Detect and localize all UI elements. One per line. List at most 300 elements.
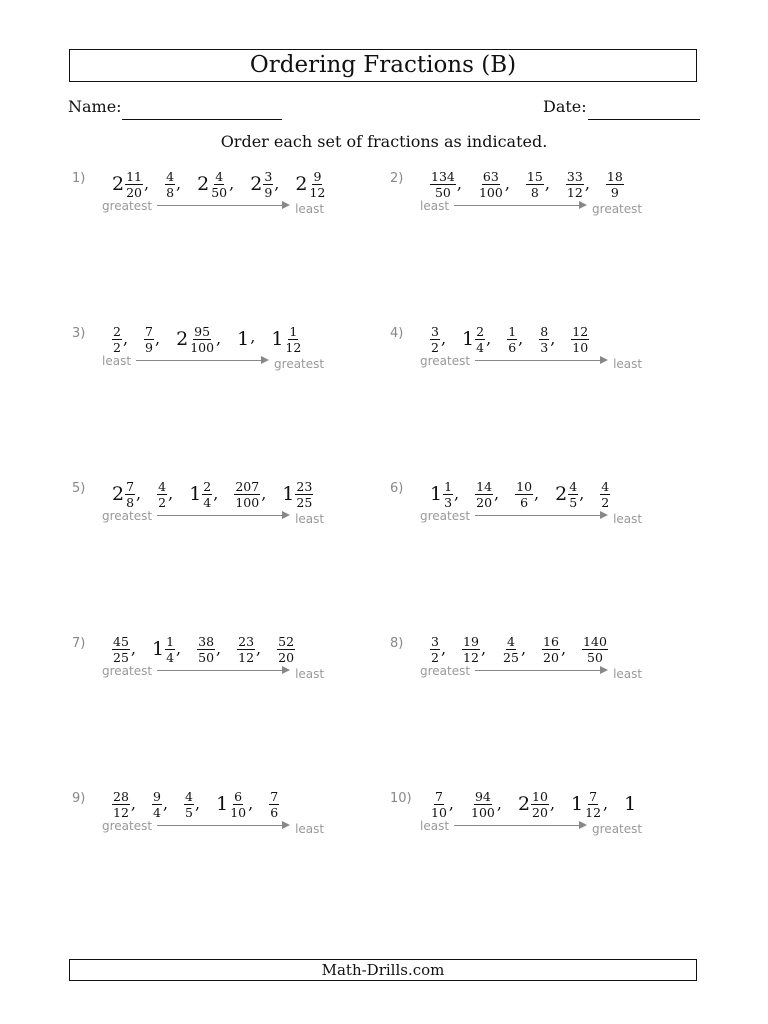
denominator: 3 bbox=[540, 339, 549, 355]
fraction bbox=[229, 790, 247, 819]
denominator: 12 bbox=[309, 184, 326, 200]
fraction-item bbox=[606, 170, 624, 199]
problem bbox=[390, 632, 730, 692]
fraction-item bbox=[502, 635, 526, 664]
denominator: 2 bbox=[601, 494, 610, 510]
order-direction bbox=[420, 818, 642, 834]
denominator: 10 bbox=[230, 804, 247, 820]
comma: , bbox=[549, 793, 556, 813]
fraction-item bbox=[152, 635, 181, 664]
fraction-item bbox=[295, 170, 326, 199]
fraction-item bbox=[571, 325, 589, 354]
arrow-shaft bbox=[157, 515, 283, 516]
whole-part: 1 bbox=[430, 482, 443, 505]
comma: , bbox=[480, 638, 487, 658]
fraction-item bbox=[600, 480, 610, 509]
fraction-list bbox=[112, 322, 302, 356]
denominator: 20 bbox=[278, 649, 295, 665]
fraction bbox=[277, 635, 295, 664]
comma: , bbox=[213, 483, 219, 503]
comma: , bbox=[144, 173, 150, 193]
arrow-shaft bbox=[475, 360, 601, 361]
whole-part: 2 bbox=[517, 792, 531, 815]
comma: , bbox=[130, 638, 136, 658]
denominator: 2 bbox=[431, 339, 439, 355]
denominator: 9 bbox=[610, 184, 619, 200]
denominator: 50 bbox=[211, 184, 228, 200]
numerator: 4 bbox=[569, 478, 578, 494]
numerator: 3 bbox=[264, 168, 273, 184]
comma: , bbox=[136, 483, 142, 503]
arrow-shaft bbox=[136, 360, 262, 361]
direction-arrow bbox=[475, 664, 608, 678]
denominator: 100 bbox=[190, 339, 215, 355]
direction-end-label: greatest bbox=[592, 822, 643, 836]
comma: , bbox=[579, 483, 585, 503]
numerator: 134 bbox=[431, 168, 455, 184]
direction-arrow bbox=[475, 354, 608, 368]
denominator: 100 bbox=[471, 804, 495, 820]
denominator: 2 bbox=[431, 649, 439, 665]
fraction bbox=[542, 635, 560, 664]
fraction bbox=[600, 480, 610, 509]
footer: Math-Drills.com bbox=[69, 959, 697, 981]
fraction-item bbox=[144, 325, 160, 354]
problem-number: 10) bbox=[390, 791, 412, 806]
fraction-item bbox=[526, 170, 550, 199]
comma: , bbox=[454, 483, 460, 503]
fraction bbox=[112, 790, 130, 819]
numerator: 7 bbox=[145, 323, 153, 339]
fraction-item bbox=[112, 170, 149, 199]
denominator: 25 bbox=[296, 494, 313, 510]
denominator: 25 bbox=[503, 649, 519, 665]
direction-arrow bbox=[157, 509, 290, 523]
fraction bbox=[475, 325, 485, 354]
comma: , bbox=[603, 793, 609, 813]
comma: , bbox=[550, 328, 556, 348]
fraction bbox=[269, 790, 279, 819]
fraction-item bbox=[189, 480, 218, 509]
whole-part: 1 bbox=[152, 637, 165, 660]
fraction-item bbox=[112, 325, 128, 354]
denominator: 3 bbox=[444, 494, 453, 510]
direction-end-label: least bbox=[295, 512, 325, 526]
direction-start-label: greatest bbox=[420, 664, 471, 678]
direction-arrow bbox=[136, 354, 269, 368]
arrow-head bbox=[282, 511, 290, 519]
direction-end-label: least bbox=[295, 822, 325, 836]
date-line bbox=[588, 119, 700, 120]
fraction-item bbox=[112, 635, 136, 664]
numerator: 4 bbox=[507, 633, 515, 649]
comma: , bbox=[486, 328, 492, 348]
comma: , bbox=[195, 793, 201, 813]
fraction-item bbox=[234, 480, 266, 509]
numerator: 7 bbox=[126, 478, 135, 494]
fraction-item bbox=[216, 790, 253, 819]
fraction-item bbox=[197, 170, 234, 199]
denominator: 12 bbox=[238, 649, 255, 665]
numerator: 63 bbox=[482, 168, 499, 184]
fraction-item bbox=[430, 170, 462, 199]
fraction bbox=[571, 325, 589, 354]
problem-number: 7) bbox=[72, 636, 86, 651]
fraction bbox=[157, 480, 167, 509]
numerator: 18 bbox=[606, 168, 623, 184]
worksheet-title: Ordering Fractions (B) bbox=[69, 49, 697, 82]
comma: , bbox=[560, 638, 567, 658]
comma: , bbox=[176, 638, 182, 658]
comma: , bbox=[534, 483, 540, 503]
whole-number: 1 bbox=[624, 793, 637, 815]
direction-arrow bbox=[157, 664, 290, 678]
numerator: 1 bbox=[166, 633, 175, 649]
denominator: 6 bbox=[270, 804, 279, 820]
date-label: Date: bbox=[543, 97, 587, 116]
fraction bbox=[237, 635, 255, 664]
fraction-item bbox=[282, 480, 313, 509]
order-direction bbox=[102, 508, 324, 524]
problem-number: 2) bbox=[390, 171, 404, 186]
fraction bbox=[263, 170, 273, 199]
numerator: 2 bbox=[203, 478, 212, 494]
comma: , bbox=[440, 328, 447, 348]
problem bbox=[72, 787, 412, 847]
comma: , bbox=[261, 483, 267, 503]
fraction-item bbox=[539, 325, 555, 354]
fraction-item bbox=[197, 635, 221, 664]
comma: , bbox=[248, 793, 254, 813]
fraction bbox=[112, 325, 122, 354]
arrow-shaft bbox=[157, 205, 283, 206]
fraction-item bbox=[462, 325, 491, 354]
arrow-shaft bbox=[475, 515, 601, 516]
fraction-item bbox=[555, 480, 584, 509]
fraction-item bbox=[277, 635, 295, 664]
fraction bbox=[502, 635, 520, 664]
whole-part: 2 bbox=[295, 172, 308, 195]
fraction bbox=[430, 325, 440, 354]
comma: , bbox=[448, 793, 454, 813]
fraction-list bbox=[112, 632, 295, 666]
problem bbox=[390, 787, 730, 847]
denominator: 9 bbox=[145, 339, 153, 355]
fraction bbox=[470, 790, 496, 819]
denominator: 50 bbox=[434, 184, 451, 200]
whole-part: 2 bbox=[555, 482, 568, 505]
direction-arrow bbox=[475, 509, 608, 523]
arrow-head bbox=[261, 356, 269, 364]
fraction-item bbox=[237, 327, 255, 352]
comma: , bbox=[155, 328, 161, 348]
fraction bbox=[475, 480, 493, 509]
whole-part: 1 bbox=[282, 482, 295, 505]
comma: , bbox=[520, 638, 527, 658]
denominator: 12 bbox=[566, 184, 583, 200]
fraction-item bbox=[515, 480, 539, 509]
comma: , bbox=[122, 328, 129, 348]
direction-start-label: least bbox=[102, 354, 132, 368]
problem bbox=[390, 477, 730, 537]
comma: , bbox=[440, 638, 447, 658]
order-direction bbox=[420, 198, 642, 214]
fraction bbox=[197, 635, 215, 664]
fraction bbox=[526, 170, 544, 199]
fraction-list bbox=[430, 787, 636, 821]
fraction-item bbox=[430, 325, 446, 354]
numerator: 23 bbox=[296, 478, 313, 494]
denominator: 6 bbox=[520, 494, 529, 510]
comma: , bbox=[504, 173, 510, 193]
numerator: 33 bbox=[566, 168, 583, 184]
comma: , bbox=[584, 173, 590, 193]
problem-number: 6) bbox=[390, 481, 404, 496]
numerator: 23 bbox=[238, 633, 255, 649]
whole-part: 1 bbox=[216, 792, 229, 815]
direction-arrow bbox=[454, 819, 587, 833]
denominator: 8 bbox=[530, 184, 539, 200]
fraction-item bbox=[157, 480, 173, 509]
direction-start-label: greatest bbox=[420, 354, 471, 368]
fraction-item bbox=[237, 635, 261, 664]
arrow-head bbox=[579, 821, 587, 829]
arrow-head bbox=[600, 356, 608, 364]
order-direction bbox=[102, 198, 324, 214]
fraction-item bbox=[542, 635, 566, 664]
arrow-head bbox=[282, 821, 290, 829]
denominator: 100 bbox=[478, 184, 503, 200]
fraction-item bbox=[566, 170, 590, 199]
fraction-list bbox=[430, 632, 608, 666]
whole-part: 1 bbox=[189, 482, 202, 505]
fraction bbox=[308, 170, 326, 199]
fraction-list bbox=[112, 787, 279, 821]
denominator: 20 bbox=[476, 494, 493, 510]
numerator: 16 bbox=[543, 633, 559, 649]
fraction bbox=[430, 790, 448, 819]
comma: , bbox=[168, 483, 174, 503]
problem bbox=[72, 322, 412, 382]
fraction bbox=[507, 325, 517, 354]
problem bbox=[72, 632, 412, 692]
denominator: 8 bbox=[166, 184, 175, 200]
comma: , bbox=[544, 173, 550, 193]
direction-start-label: greatest bbox=[102, 199, 153, 213]
order-direction bbox=[102, 818, 324, 834]
numerator: 8 bbox=[540, 323, 549, 339]
direction-arrow bbox=[157, 819, 290, 833]
numerator: 45 bbox=[113, 633, 129, 649]
numerator: 10 bbox=[516, 478, 533, 494]
direction-end-label: least bbox=[613, 357, 643, 371]
numerator: 1 bbox=[444, 478, 453, 494]
direction-start-label: greatest bbox=[102, 509, 153, 523]
denominator: 20 bbox=[543, 649, 559, 665]
whole-part: 2 bbox=[197, 172, 210, 195]
numerator: 2 bbox=[476, 323, 485, 339]
denominator: 2 bbox=[113, 339, 121, 355]
fraction bbox=[430, 635, 440, 664]
numerator: 38 bbox=[198, 633, 215, 649]
whole-part: 2 bbox=[112, 482, 125, 505]
numerator: 52 bbox=[278, 633, 295, 649]
fraction bbox=[284, 325, 302, 354]
numerator: 14 bbox=[476, 478, 493, 494]
name-line bbox=[122, 119, 282, 120]
fraction bbox=[584, 790, 602, 819]
fraction bbox=[430, 170, 456, 199]
fraction-item bbox=[430, 635, 446, 664]
denominator: 12 bbox=[585, 804, 602, 820]
arrow-shaft bbox=[454, 825, 580, 826]
fraction bbox=[125, 170, 143, 199]
fraction-item bbox=[470, 790, 502, 819]
comma: , bbox=[518, 328, 524, 348]
comma: , bbox=[250, 326, 256, 346]
fraction bbox=[184, 790, 194, 819]
denominator: 20 bbox=[532, 804, 548, 820]
fraction bbox=[566, 170, 584, 199]
fraction bbox=[189, 325, 215, 354]
arrow-head bbox=[282, 201, 290, 209]
problem bbox=[72, 477, 412, 537]
fraction bbox=[165, 170, 175, 199]
comma: , bbox=[494, 483, 500, 503]
whole-part: 2 bbox=[112, 172, 125, 195]
fraction bbox=[478, 170, 504, 199]
denominator: 10 bbox=[572, 339, 589, 355]
denominator: 10 bbox=[431, 804, 447, 820]
fraction-item bbox=[518, 790, 555, 819]
numerator: 7 bbox=[589, 788, 598, 804]
fraction-item bbox=[176, 325, 221, 354]
fraction-list bbox=[430, 477, 610, 511]
fraction-item bbox=[475, 480, 499, 509]
denominator: 8 bbox=[126, 494, 135, 510]
numerator: 6 bbox=[234, 788, 243, 804]
numerator: 9 bbox=[313, 168, 322, 184]
fraction bbox=[202, 480, 212, 509]
order-direction bbox=[420, 353, 642, 369]
name-label: Name: bbox=[68, 97, 122, 116]
numerator: 1 bbox=[508, 323, 517, 339]
denominator: 50 bbox=[587, 649, 603, 665]
direction-end-label: least bbox=[295, 667, 325, 681]
fraction-list bbox=[112, 477, 313, 511]
denominator: 4 bbox=[203, 494, 212, 510]
numerator: 207 bbox=[235, 478, 260, 494]
whole-part: 1 bbox=[271, 327, 284, 350]
fraction-item bbox=[462, 635, 486, 664]
arrow-head bbox=[282, 666, 290, 674]
instructions: Order each set of fractions as indicated. bbox=[220, 132, 548, 151]
fraction bbox=[234, 480, 260, 509]
denominator: 4 bbox=[166, 649, 175, 665]
numerator: 9 bbox=[153, 788, 161, 804]
arrow-shaft bbox=[454, 205, 580, 206]
numerator: 4 bbox=[215, 168, 224, 184]
fraction-item bbox=[582, 635, 608, 664]
comma: , bbox=[216, 638, 222, 658]
fraction-list bbox=[112, 167, 326, 201]
numerator: 94 bbox=[474, 788, 491, 804]
denominator: 12 bbox=[285, 339, 302, 355]
comma: , bbox=[456, 173, 462, 193]
fraction-item bbox=[430, 480, 459, 509]
comma: , bbox=[216, 328, 222, 348]
fraction-item bbox=[269, 790, 279, 819]
problem-number: 1) bbox=[72, 171, 86, 186]
fraction-item bbox=[250, 170, 279, 199]
fraction-item bbox=[165, 170, 181, 199]
fraction bbox=[531, 790, 549, 819]
fraction-item bbox=[152, 790, 168, 819]
fraction-item bbox=[507, 325, 523, 354]
fraction bbox=[152, 790, 162, 819]
direction-start-label: greatest bbox=[102, 819, 153, 833]
direction-arrow bbox=[157, 199, 290, 213]
denominator: 9 bbox=[264, 184, 273, 200]
numerator: 19 bbox=[463, 633, 479, 649]
denominator: 4 bbox=[476, 339, 485, 355]
fraction bbox=[144, 325, 154, 354]
whole-part: 2 bbox=[176, 327, 189, 350]
numerator: 15 bbox=[526, 168, 543, 184]
direction-end-label: greatest bbox=[592, 202, 643, 216]
fraction-item bbox=[430, 790, 454, 819]
fraction bbox=[515, 480, 533, 509]
numerator: 4 bbox=[185, 788, 193, 804]
order-direction bbox=[420, 663, 642, 679]
fraction-item bbox=[184, 790, 200, 819]
numerator: 4 bbox=[166, 168, 175, 184]
comma: , bbox=[130, 793, 136, 813]
numerator: 11 bbox=[126, 168, 142, 184]
numerator: 4 bbox=[601, 478, 610, 494]
denominator: 12 bbox=[463, 649, 479, 665]
order-direction bbox=[102, 663, 324, 679]
numerator: 10 bbox=[532, 788, 548, 804]
numerator: 95 bbox=[194, 323, 211, 339]
direction-end-label: greatest bbox=[274, 357, 325, 371]
fraction-list bbox=[430, 167, 624, 201]
direction-end-label: least bbox=[613, 512, 643, 526]
fraction bbox=[125, 480, 135, 509]
comma: , bbox=[162, 793, 169, 813]
direction-start-label: least bbox=[420, 199, 450, 213]
numerator: 1 bbox=[289, 323, 298, 339]
fraction bbox=[165, 635, 175, 664]
denominator: 4 bbox=[153, 804, 161, 820]
problem bbox=[390, 167, 730, 227]
arrow-head bbox=[600, 666, 608, 674]
comma: , bbox=[274, 173, 280, 193]
numerator: 28 bbox=[113, 788, 129, 804]
direction-arrow bbox=[454, 199, 587, 213]
numerator: 12 bbox=[572, 323, 589, 339]
numerator: 4 bbox=[158, 478, 167, 494]
fraction-item bbox=[271, 325, 302, 354]
direction-end-label: least bbox=[295, 202, 325, 216]
problem bbox=[390, 322, 730, 382]
numerator: 3 bbox=[431, 633, 439, 649]
numerator: 140 bbox=[583, 633, 607, 649]
numerator: 7 bbox=[270, 788, 279, 804]
arrow-shaft bbox=[157, 825, 283, 826]
fraction bbox=[568, 480, 578, 509]
comma: , bbox=[256, 638, 262, 658]
